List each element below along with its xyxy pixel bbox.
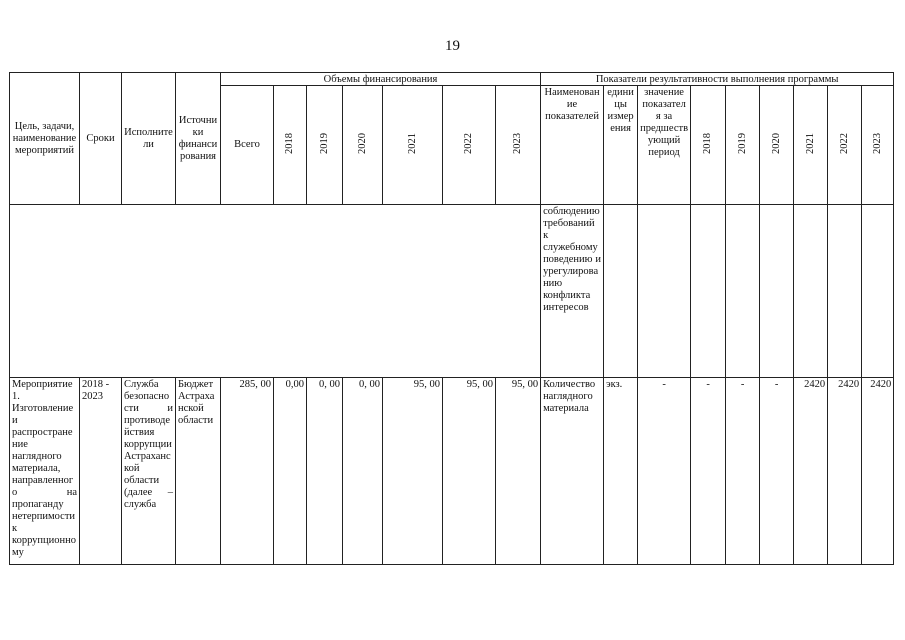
- row-ind-2019: -: [726, 378, 760, 565]
- row-fin-2020: 0, 00: [343, 378, 383, 565]
- header-fin-year-2023: 2023: [496, 86, 541, 205]
- header-ind-year-2020: 2020: [760, 86, 794, 205]
- header-ind-year-2023: 2023: [862, 86, 894, 205]
- table-row: [10, 205, 894, 378]
- header-fin-year-2022: 2022: [443, 86, 496, 205]
- empty-cell: [604, 205, 638, 378]
- row-fin-2022: 95, 00: [443, 378, 496, 565]
- row-ind-2022: 2420: [828, 378, 862, 565]
- header-ind-year-2019: 2019: [726, 86, 760, 205]
- header-goal: Цель, задачи, наименование мероприятий: [10, 73, 80, 205]
- continued-empty-cell: [10, 205, 541, 378]
- page-number: 19: [445, 38, 460, 54]
- row-indicator: Количество наглядного материала: [541, 378, 604, 565]
- header-indicators-group: Показатели результативности выполнения программы: [541, 73, 894, 86]
- row-fin-2023: 95, 00: [496, 378, 541, 565]
- header-executors: Исполнители: [122, 73, 176, 205]
- program-table: [9, 72, 894, 565]
- header-fin-year-2021: 2021: [383, 86, 443, 205]
- header-terms: Сроки: [80, 73, 122, 205]
- empty-cell: [794, 205, 828, 378]
- row-ind-2023: 2420: [862, 378, 894, 565]
- row-unit: экз.: [604, 378, 638, 565]
- header-prev-value: значение показателя за предшествующий период: [638, 86, 691, 205]
- header-indicator-name: Наименование показателей: [541, 86, 604, 205]
- header-ind-year-2022: 2022: [828, 86, 862, 205]
- empty-cell: [828, 205, 862, 378]
- header-ind-year-2018: 2018: [691, 86, 726, 205]
- row-fin-2021: 95, 00: [383, 378, 443, 565]
- row-executors: Служба безопасности и противодействия коррупции Астраханской области (далее – служба: [122, 378, 176, 565]
- header-total: Всего: [221, 86, 274, 205]
- empty-cell: [760, 205, 794, 378]
- header-units: единицы измерения: [604, 86, 638, 205]
- row-fin-2018: 0,00: [274, 378, 307, 565]
- row-fin-2019: 0, 00: [307, 378, 343, 565]
- row-ind-2021: 2420: [794, 378, 828, 565]
- row-source: Бюджет Астраханской области: [176, 378, 221, 565]
- row-goal: Мероприятие 1. Изготовление и распространение наглядного материала, направленного на пропаганду нетерпимости к коррупционному: [10, 378, 80, 565]
- header-sources: Источники финансирования: [176, 73, 221, 205]
- row-ind-2018: -: [691, 378, 726, 565]
- header-fin-year-2020: 2020: [343, 86, 383, 205]
- header-fin-year-2019: 2019: [307, 86, 343, 205]
- row-ind-2020: -: [760, 378, 794, 565]
- table-row: [10, 378, 894, 565]
- continued-indicator-name: соблюдению требований к служебному поведению и урегулированию конфликта интересов: [541, 205, 604, 378]
- header-fin-year-2018: 2018: [274, 86, 307, 205]
- empty-cell: [691, 205, 726, 378]
- empty-cell: [726, 205, 760, 378]
- empty-cell: [862, 205, 894, 378]
- empty-cell: [638, 205, 691, 378]
- row-terms: 2018 - 2023: [80, 378, 122, 565]
- header-ind-year-2021: 2021: [794, 86, 828, 205]
- row-prev-value: -: [638, 378, 691, 565]
- row-total: 285, 00: [221, 378, 274, 565]
- header-financing-group: Объемы финансирования: [221, 73, 541, 86]
